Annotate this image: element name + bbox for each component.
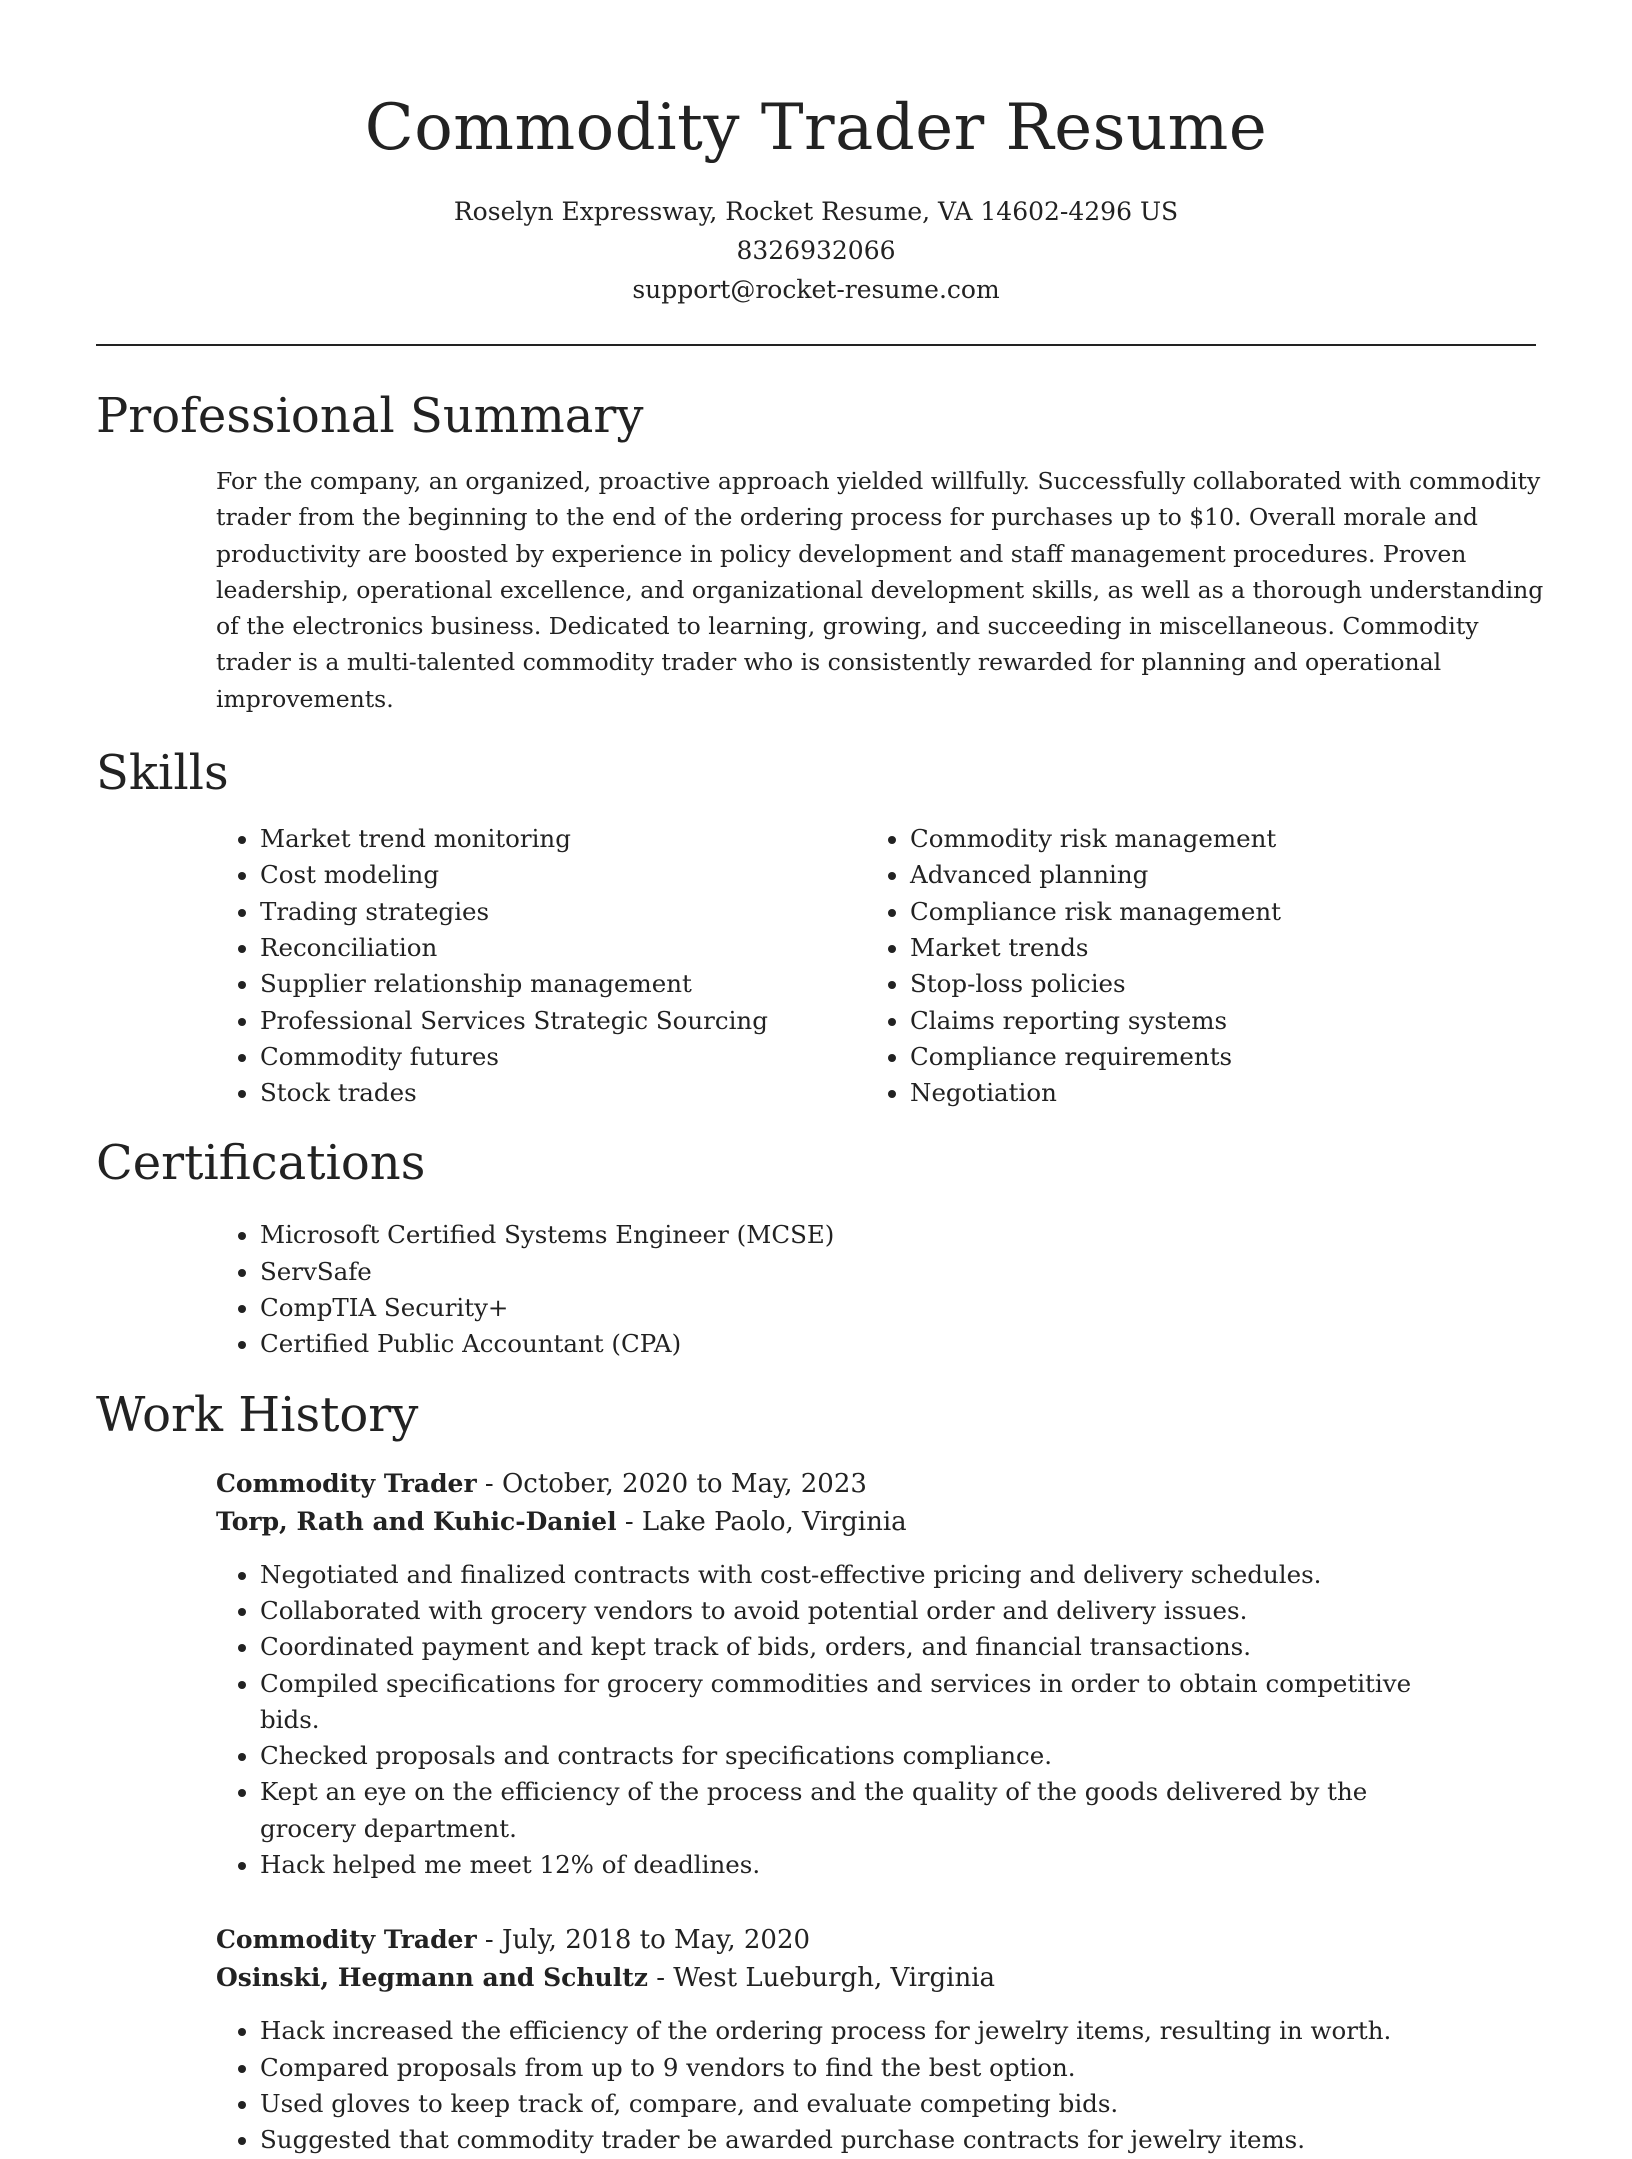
skill-item: • Stock trades	[260, 1075, 866, 1111]
job-bullet: • Compared proposals from up to 9 vendors to find the best option.	[260, 2050, 1460, 2086]
job-company: Osinski, Hegmann and Schultz	[216, 1963, 648, 1993]
certification-item: • CompTIA Security+	[260, 1290, 1536, 1326]
skill-item: • Claims reporting systems	[910, 1003, 1516, 1039]
section-heading-summary: Professional Summary	[96, 388, 644, 444]
skill-item: • Market trend monitoring	[260, 821, 866, 857]
skill-item: • Stop-loss policies	[910, 966, 1516, 1002]
skills-list-right	[866, 821, 1516, 1111]
contact-block	[96, 192, 1536, 309]
skill-item: • Commodity risk management	[910, 821, 1516, 857]
skill-item: • Advanced planning	[910, 857, 1516, 893]
contact-phone: 8326932066	[736, 236, 896, 265]
certification-item: • ServSafe	[260, 1254, 1536, 1290]
resume-title: Commodity Trader Resume	[364, 91, 1268, 165]
skill-item: • Compliance risk management	[910, 894, 1516, 930]
summary-text: For the company, an organized, proactive approach yielded willfully. Successfully collaborated with commodity trader from the beginning to the end of the ordering process for purchases up to $10. Overall morale and productivity are boosted by experience in policy development and staff management procedures. Proven leadership, operational excellence, and organizational development skills, as well as a thorough understanding of the electronics business. Dedicated to learning, growing, and succeeding in miscellaneous. Commodity trader is a multi-talented commodity trader who is consistently rewarded for planning and operational improvements.	[216, 467, 1544, 713]
certifications-list	[216, 1217, 1536, 1362]
job-company: Torp, Rath and Kuhic-Daniel	[216, 1506, 617, 1536]
section-skills	[96, 743, 1536, 1111]
certification-item: • Certified Public Accountant (CPA)	[260, 1326, 1536, 1362]
job-company-line	[216, 1959, 1536, 1997]
job-location: - Lake Paolo, Virginia	[616, 1506, 907, 1537]
job-entry	[216, 1465, 1536, 1884]
job-bullet: • Collaborated with grocery vendors to avoid potential order and delivery issues.	[260, 1593, 1460, 1629]
section-heading-work-history: Work History	[96, 1386, 419, 1443]
job-dates: - July, 2018 to May, 2020	[476, 1925, 811, 1956]
skills-list-left	[216, 821, 866, 1111]
job-title-line	[216, 1921, 1536, 1959]
skill-item: • Professional Services Strategic Sourcing	[260, 1003, 866, 1039]
section-heading-skills: Skills	[96, 745, 229, 802]
job-bullet: • Checked proposals and contracts for specifications compliance.	[260, 1738, 1460, 1774]
job-bullet: • Used gloves to keep track of, compare, and evaluate competing bids.	[260, 2086, 1460, 2122]
job-entry	[216, 1921, 1536, 2158]
job-bullet: • Hack increased the efficiency of the ordering process for jewelry items, resulting in worth.	[260, 2013, 1460, 2049]
certification-item: • Microsoft Certified Systems Engineer (MCSE)	[260, 1217, 1536, 1253]
job-bullet: • Kept an eye on the efficiency of the process and the quality of the goods delivered by the grocery department.	[260, 1774, 1460, 1847]
job-dates: - October, 2020 to May, 2023	[476, 1468, 867, 1499]
job-bullet: • Negotiated and finalized contracts with cost-effective pricing and delivery schedules.	[260, 1557, 1460, 1593]
job-bullet: • Hack helped me meet 12% of deadlines.	[260, 1847, 1460, 1883]
skills-column-right	[866, 821, 1516, 1111]
skill-item: • Cost modeling	[260, 857, 866, 893]
skill-item: • Commodity futures	[260, 1039, 866, 1075]
job-bullet: • Coordinated payment and kept track of bids, orders, and financial transactions.	[260, 1629, 1460, 1665]
job-bullet: • Compiled specifications for grocery commodities and services in order to obtain competitive bids.	[260, 1666, 1460, 1739]
section-work-history	[96, 1385, 1536, 2159]
job-bullet: • Suggested that commodity trader be awarded purchase contracts for jewelry items.	[260, 2122, 1460, 2158]
resume-header	[96, 0, 1536, 309]
job-bullets	[216, 2013, 1460, 2158]
job-company-line	[216, 1503, 1536, 1541]
skill-item: • Negotiation	[910, 1075, 1516, 1111]
section-certifications	[96, 1133, 1536, 1362]
skill-item: • Market trends	[910, 930, 1516, 966]
contact-email: support@rocket-resume.com	[632, 275, 1000, 304]
job-location: - West Lueburgh, Virginia	[647, 1963, 996, 1994]
job-bullets	[216, 1557, 1460, 1884]
header-divider	[96, 344, 1536, 346]
job-title-line	[216, 1465, 1536, 1503]
skill-item: • Trading strategies	[260, 894, 866, 930]
section-professional-summary	[96, 386, 1544, 717]
section-heading-certifications: Certifications	[96, 1135, 426, 1192]
skills-column-left	[216, 821, 866, 1111]
skill-item: • Supplier relationship management	[260, 966, 866, 1002]
job-title: Commodity Trader	[216, 1925, 477, 1955]
skill-item: • Compliance requirements	[910, 1039, 1516, 1075]
skills-columns	[216, 821, 1536, 1111]
contact-address: Roselyn Expressway, Rocket Resume, VA 14602-4296 US	[453, 197, 1179, 226]
job-title: Commodity Trader	[216, 1468, 477, 1498]
skill-item: • Reconciliation	[260, 930, 866, 966]
resume-page	[96, 0, 1544, 2159]
